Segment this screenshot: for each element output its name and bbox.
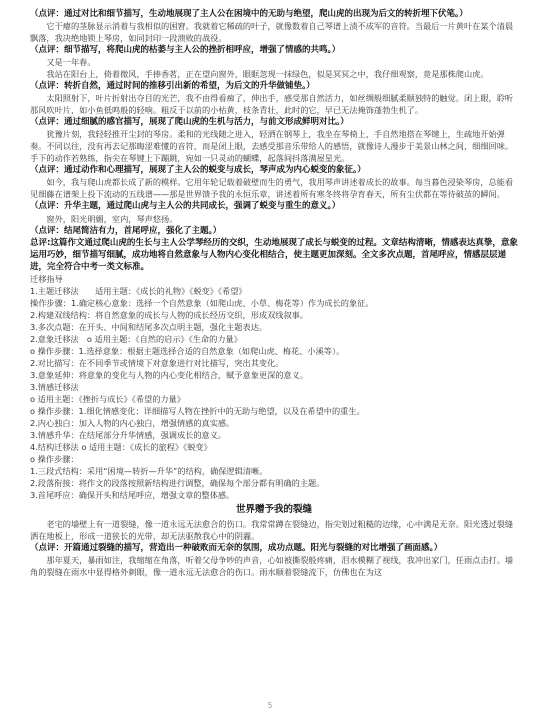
- body-paragraph: 犹豫片刻，我轻轻推开尘封的琴房。柔和的光线随之进入，轻洒在钢琴上，我坐在琴椅上，手自然地搭在琴键上，生疏地开始弹奏。不同以往，没有再去记那晦涩难懂的音符，而是闭上眼，去感受那音乐带给人的感悟，就像诗人漫步于美景山林之间，细细回味。手下的动作若熟练，指尖在琴键上下蹦跳，宛如一只灵动的蝴蝶，起落间抖落满屋星光。: [30, 129, 514, 164]
- guide-line: 2.段落衔接：将作文的段落按照新结构进行调整，确保每个部分都有明确的主题。: [30, 477, 325, 488]
- guide-line: 2.对比描写：在不同季节或情境下对意象进行对比描写，突出其变化。: [30, 357, 284, 368]
- body-paragraph: 它干瘪的茎脉显示消着与我相似的困窘。我就着它稀疏的叶子，就像数着自己琴谱上渍不成军的音符。当最后一片黄叶在某个清晨飘落，我决绝地锁上琴房，如同封印一段溃败的战役。: [30, 21, 514, 44]
- body-paragraph: 又是一年春。: [46, 57, 96, 68]
- guide-line: 3.情感迁移法: [30, 381, 79, 392]
- body-paragraph: 我站在阳台上，倚着微风，手捧香茗，正在望向窗外，眼眶忽现一抹绿色，似是冥冥之中，我仔细观察，竟是那株爬山虎。: [46, 69, 489, 80]
- comment-paragraph: （点评：升华主题，通过爬山虎与主人公的共同成长，强调了蜕变与重生的意义。）: [30, 201, 341, 212]
- guide-line: 2.构建双线结构：将自然意象的成长与人物的成长经历交织，形成双线叙事。: [30, 309, 309, 320]
- guide-line: 3.意象延伸：将意象的变化与人物的内心变化相结合，赋予意象更深的意义。: [30, 369, 309, 380]
- guide-line: 4.结构迁移法 o 适用主题：《成长的旅程》《蜕变》: [30, 441, 212, 452]
- guide-line: 操作步骤：1.确定核心意象：选择一个自然意象（如爬山虎、小草、梅花等）作为成长的象征。: [30, 297, 374, 308]
- page-content: [30, 8, 518, 578]
- comment-paragraph: （点评：细节描写，将爬山虎的枯萎与主人公的挫折相呼应，增强了情感的共鸣。）: [30, 45, 341, 56]
- body-paragraph: 如今，我与爬山虎都长成了新的模样。它用年轮记载着破壁而生的勇气，我用琴声讲述着成长的故事。每当暮色浸染琴房，总能看见细藤在谱架上投下流动的五线谱——那是世界馈予我的永恒乐章，讲述着所有寒冬终将孕育春天，所有尘伏都在等待破茧的瞬间。: [30, 177, 514, 200]
- guide-line: 3.情感升华：在结尾部分升华情感，强调成长的意义。: [30, 429, 227, 440]
- body-paragraph: 那年夏天，暴雨如注，我缩缩在角落，听着父母争吵的声音，心如被撕裂般疼痛，泪水模糊了视线，我冲出家门，任雨点击打。墙角的裂缝在雨水中显得格外刺眼，像一道永远无法愈合的伤口。雨水顺着裂缝流下，仿佛也在为这: [30, 555, 514, 578]
- guide-line: 3.首尾呼应：确保开头和结尾呼应，增强文章的整体感。: [30, 489, 235, 500]
- guide-line: o 操作步骤：1.选择意象：根据主题选择合适的自然意象（如爬山虎、梅花、小溪等）。: [30, 345, 345, 356]
- guide-line: o 操作步骤：1.细化情感变化：详细描写人物在挫折中的无助与绝望，以及在希望中的重生。: [30, 405, 365, 416]
- guide-line: o 操作步骤：: [30, 453, 79, 464]
- comment-paragraph: （点评：通过动作和心理描写，展现了主人公的蜕变与成长，琴声成为内心蜕变的象征。）: [30, 165, 366, 176]
- comment-paragraph: （点评：通过对比和细节描写，生动地展现了主人公在困境中的无助与绝望，爬山虎的出现为后文的转折埋下伏笔。）: [30, 9, 468, 19]
- guide-line: 1.三段式结构：采用“困境—转折—升华”的结构，确保逻辑清晰。: [30, 465, 268, 476]
- guide-line: 3.多次点题：在开头、中间和结尾多次点明主题，强化主题表达。: [30, 321, 268, 332]
- comment-paragraph: （点评：结尾简洁有力，首尾呼应，强化了主题。）: [30, 225, 222, 236]
- page-number: 5: [267, 701, 273, 710]
- body-paragraph: 太阳照射下，叶片折射出夺目的光芒，我不由得看痴了，伸出手，感受那自然活力，如丝绸般细腻柔顺独特的触觉。闭上眼，聆听那风吹叶片，如小鱼低鸣般的轻响。粗反于以前的小枯黄，枝条青壮，此时的它，早已无法掩饰蓬勃生机了。: [30, 93, 514, 116]
- essay-title: 世界赠予我的裂缝: [235, 503, 312, 515]
- body-paragraph: 窗外，阳光明媚，室内，琴声悠扬。: [46, 213, 178, 224]
- guide-line: 1.主题迁移法 适用主题：《成长的礼物》《蜕变》《希望》: [30, 285, 247, 296]
- comment-paragraph: 总评:这篇作文通过爬山虎的生长与主人公学琴经历的交织，生动地展现了成长与蜕变的过程。文章结构清晰，情感表达真挚，意象运用巧妙，细节描写细腻，成功地将自然意象与人物内心变化相结合，使主题更加深刻。全文多次点题，首尾呼应，情感层层递进，完全符合中考一类文标准。: [30, 237, 518, 272]
- comment-paragraph: （点评：开篇通过裂缝的描写，营造出一种破败而无奈的氛围，成功点题。阳光与裂缝的对比增强了画面感。）: [30, 542, 443, 553]
- comment-paragraph: （点评：通过细腻的感官描写，展现了爬山虎的生机与活力，与前文形成鲜明对比。）: [30, 117, 349, 128]
- body-paragraph: 老宅的墙壁上有一道裂缝，像一道永远无法愈合的伤口。我常常蹲在裂缝边，指尖划过粗糙的边缘，心中满是无奈。阳光透过裂缝洒在地板上，形成一道狭长的光带，却无法驱散我心中的阴霾。: [30, 518, 514, 541]
- guide-line: 2.意象迁移法 o 适用主题：《自然的启示》《生命的力量》: [30, 333, 242, 344]
- guide-line: 2.内心独白：加入人物的内心独白，增强情感的真实感。: [30, 417, 235, 428]
- comment-paragraph: （点评：转折自然，通过时间的推移引出新的希望，为后文的升华做铺垫。）: [30, 81, 315, 92]
- guide-line: o 适用主题：《挫折与成长》《希望的力量》: [30, 393, 185, 404]
- guide-line: 迁移指导: [30, 273, 63, 284]
